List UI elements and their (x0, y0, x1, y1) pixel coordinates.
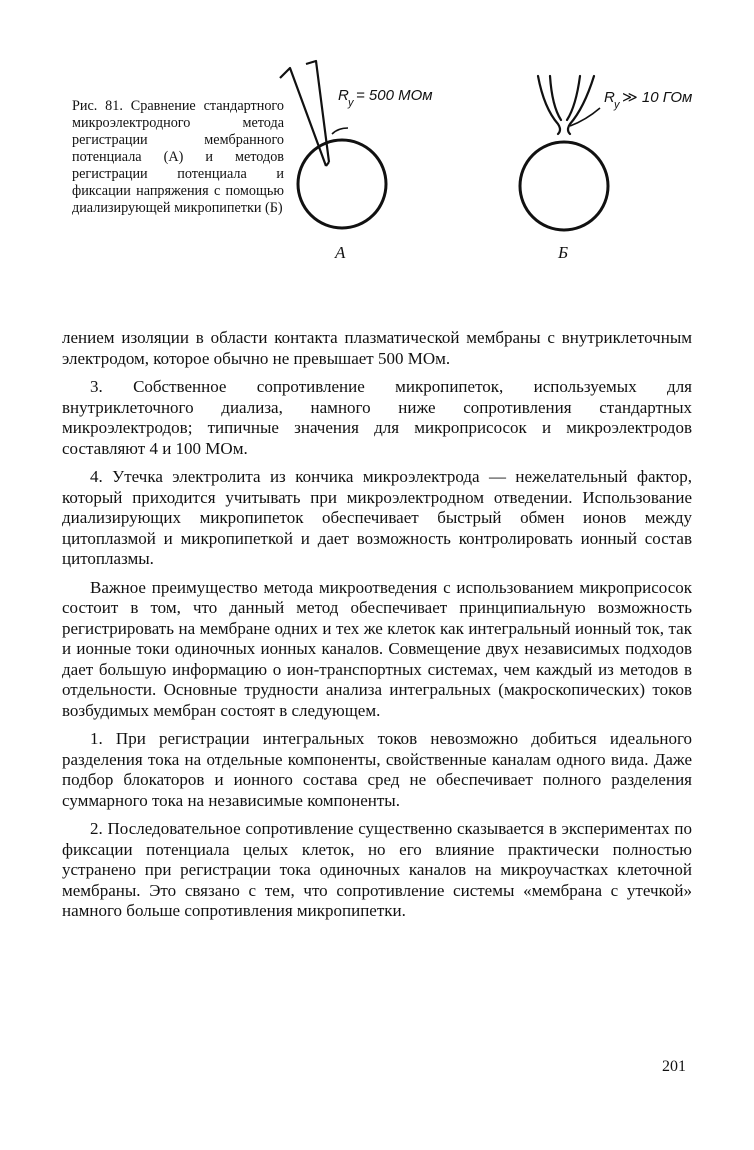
paragraph-item-3: 3. Собственное сопротивление микропипеток, используемых для внутриклеточного диализа, намного ниже сопротивления стандартных микроэлектродов; типичные значения для микроприсосок и микроэлектродов составляют 4 и 100 МОм. (62, 377, 692, 458)
paragraph-difficulty-2: 2. Последовательное сопротивление существенно сказывается в экспериментах по фиксации потенциала целых клеток, но его влияние практически полностью устранено при регистрации тока одиночных каналов на микроучастках клеточной мембраны. Это связано с тем, что сопротивление системы «мембрана с утечкой» намного больше сопротивления микропипетки. (62, 819, 692, 920)
seal-pointer-a (332, 128, 348, 134)
page-number: 201 (662, 1058, 686, 1075)
resistance-symbol-a: R (338, 87, 349, 104)
body-text (62, 328, 692, 930)
panel-b-label: Б (558, 243, 569, 262)
resistance-symbol-b: R (604, 89, 615, 106)
resistance-value-a: = 500 МОм (356, 87, 433, 104)
resistance-value-b: ≫ 10 ГОм (622, 89, 693, 106)
panel-b-diagram (520, 76, 692, 262)
microelectrode-a (280, 61, 329, 166)
micropipette-b (538, 76, 594, 134)
cell-b (520, 142, 608, 230)
cell-a (298, 140, 386, 228)
panel-a-label: А (335, 243, 346, 262)
paragraph-item-4: 4. Утечка электролита из кончика микроэлектрода — нежелательный фактор, который приходится учитывать при микроэлектродном отведении. Использование диализирующих микропипеток обеспечивает быстрый обмен ионов между цитоплазмой и микропипеткой и дает возможность контролировать ионный состав цитоплазмы. (62, 467, 692, 568)
paragraph-advantage: Важное преимущество метода микроотведения с использованием микроприсосок состоит в том, что данный метод обеспечивает принципиальную возможность регистрировать на мембране одних и тех же клеток как интегральный ионный ток, так и ионные токи одиночных ионных каналов. Совмещение двух независимых подходов дает большую информацию о ион-транспортных системах, чем каждый из методов в отдельности. Основные трудности анализа интегральных (макроскопических) токов возбудимых мембран состоят в следующем. (62, 577, 692, 720)
resistance-subscript-b: у (614, 99, 620, 111)
resistance-subscript-a: у (348, 97, 354, 109)
paragraph-difficulty-1: 1. При регистрации интегральных токов невозможно добиться идеального разделения тока на отдельные компоненты, свойственные каналам одного вида. Даже подбор блокаторов и ионного состава сред не обеспечивает полного разделения суммарного тока на независимые компоненты. (62, 729, 692, 810)
panel-a-diagram (280, 61, 433, 262)
paragraph-continuation: лением изоляции в области контакта плазматической мембраны с внутриклеточным электродом, которое обычно не превышает 500 МОм. (62, 328, 692, 368)
figure-81 (268, 58, 708, 268)
figure-caption: Рис. 81. Сравнение стандартного микроэлектродного метода регистрации мембранного потенциала (А) и методов регистрации потенциала и фиксации напряжения с помощью диализирующей микропипетки (Б) (72, 98, 284, 216)
